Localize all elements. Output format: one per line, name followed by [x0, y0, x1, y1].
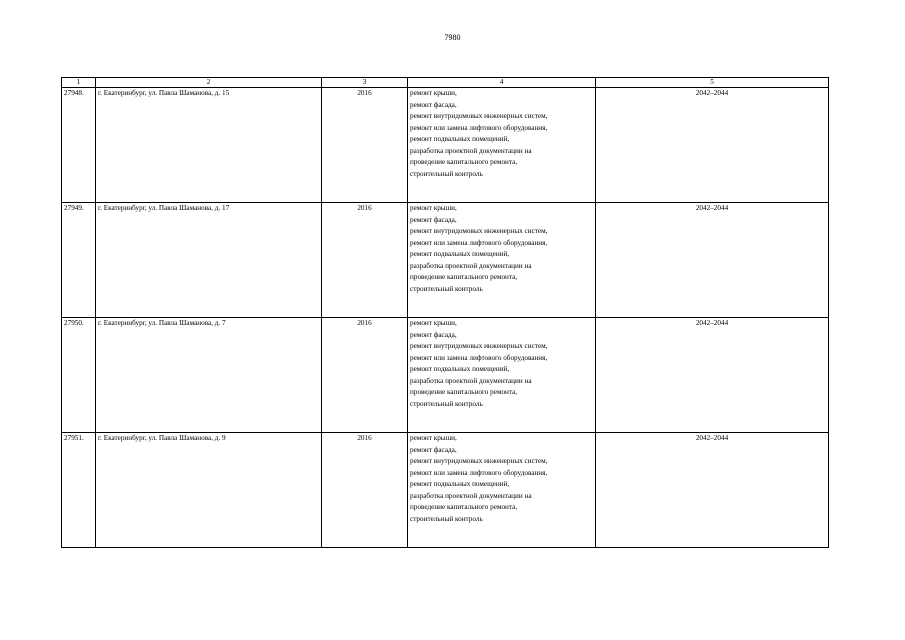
- row-works-list: [408, 203, 596, 318]
- work-item: ремонт крыши,: [410, 204, 457, 212]
- work-item: ремонт крыши,: [410, 434, 457, 442]
- row-period: 2042–2044: [596, 203, 829, 318]
- work-item: ремонт фасада,: [410, 215, 457, 224]
- row-number: 27949.: [62, 203, 96, 318]
- row-works-list: [408, 88, 596, 203]
- work-item: ремонт внутридомовых инженерных систем,: [410, 342, 548, 350]
- row-year: 2016: [322, 203, 408, 318]
- row-address: г. Екатеринбург, ул. Павла Шаманова, д. 9: [96, 433, 322, 548]
- work-item: строительный контроль: [410, 399, 483, 408]
- work-item: ремонт или замена лифтового оборудования,: [410, 468, 548, 477]
- work-item: проведение капитального ремонта,: [410, 158, 518, 166]
- header-col-4: 4: [408, 78, 596, 88]
- page-number: 7980: [444, 33, 461, 42]
- row-period: 2042–2044: [596, 318, 829, 433]
- row-year: 2016: [322, 88, 408, 203]
- work-item: ремонт подвальных помещений,: [410, 365, 510, 373]
- header-row: [62, 78, 829, 88]
- work-item: ремонт внутридомовых инженерных систем,: [410, 227, 548, 235]
- row-year: 2016: [322, 433, 408, 548]
- header-col-1: 1: [62, 78, 96, 88]
- work-item: разработка проектной документации на: [410, 261, 532, 270]
- work-item: ремонт подвальных помещений,: [410, 135, 510, 143]
- work-item: ремонт подвальных помещений,: [410, 480, 510, 488]
- row-works-list: [408, 433, 596, 548]
- work-item: ремонт внутридомовых инженерных систем,: [410, 112, 548, 120]
- work-item: проведение капитального ремонта,: [410, 273, 518, 281]
- work-item: разработка проектной документации на: [410, 491, 532, 500]
- row-year: 2016: [322, 318, 408, 433]
- work-item: ремонт или замена лифтового оборудования,: [410, 123, 548, 132]
- work-item: проведение капитального ремонта,: [410, 388, 518, 396]
- work-item: ремонт или замена лифтового оборудования,: [410, 353, 548, 362]
- header-col-5: 5: [596, 78, 829, 88]
- header-col-2: 2: [96, 78, 322, 88]
- work-item: проведение капитального ремонта,: [410, 503, 518, 511]
- row-number: 27950.: [62, 318, 96, 433]
- table-row: [62, 318, 829, 433]
- work-item: разработка проектной документации на: [410, 376, 532, 385]
- work-item: ремонт крыши,: [410, 319, 457, 327]
- table-row: [62, 433, 829, 548]
- work-item: ремонт крыши,: [410, 89, 457, 97]
- row-address: г. Екатеринбург, ул. Павла Шаманова, д. 15: [96, 88, 322, 203]
- work-item: строительный контроль: [410, 284, 483, 293]
- repair-schedule-table: [61, 77, 829, 548]
- row-address: г. Екатеринбург, ул. Павла Шаманова, д. 17: [96, 203, 322, 318]
- work-item: строительный контроль: [410, 169, 483, 178]
- work-item: ремонт или замена лифтового оборудования,: [410, 238, 548, 247]
- work-item: ремонт подвальных помещений,: [410, 250, 510, 258]
- work-item: ремонт фасада,: [410, 100, 457, 109]
- row-works-list: [408, 318, 596, 433]
- row-number: 27948.: [62, 88, 96, 203]
- row-period: 2042–2044: [596, 433, 829, 548]
- row-address: г. Екатеринбург, ул. Павла Шаманова, д. 7: [96, 318, 322, 433]
- work-item: строительный контроль: [410, 514, 483, 523]
- row-number: 27951.: [62, 433, 96, 548]
- work-item: ремонт фасада,: [410, 330, 457, 339]
- header-col-3: 3: [322, 78, 408, 88]
- row-period: 2042–2044: [596, 88, 829, 203]
- table-row: [62, 203, 829, 318]
- work-item: разработка проектной документации на: [410, 146, 532, 155]
- work-item: ремонт фасада,: [410, 445, 457, 454]
- table-row: [62, 88, 829, 203]
- table-body: [62, 88, 829, 548]
- work-item: ремонт внутридомовых инженерных систем,: [410, 457, 548, 465]
